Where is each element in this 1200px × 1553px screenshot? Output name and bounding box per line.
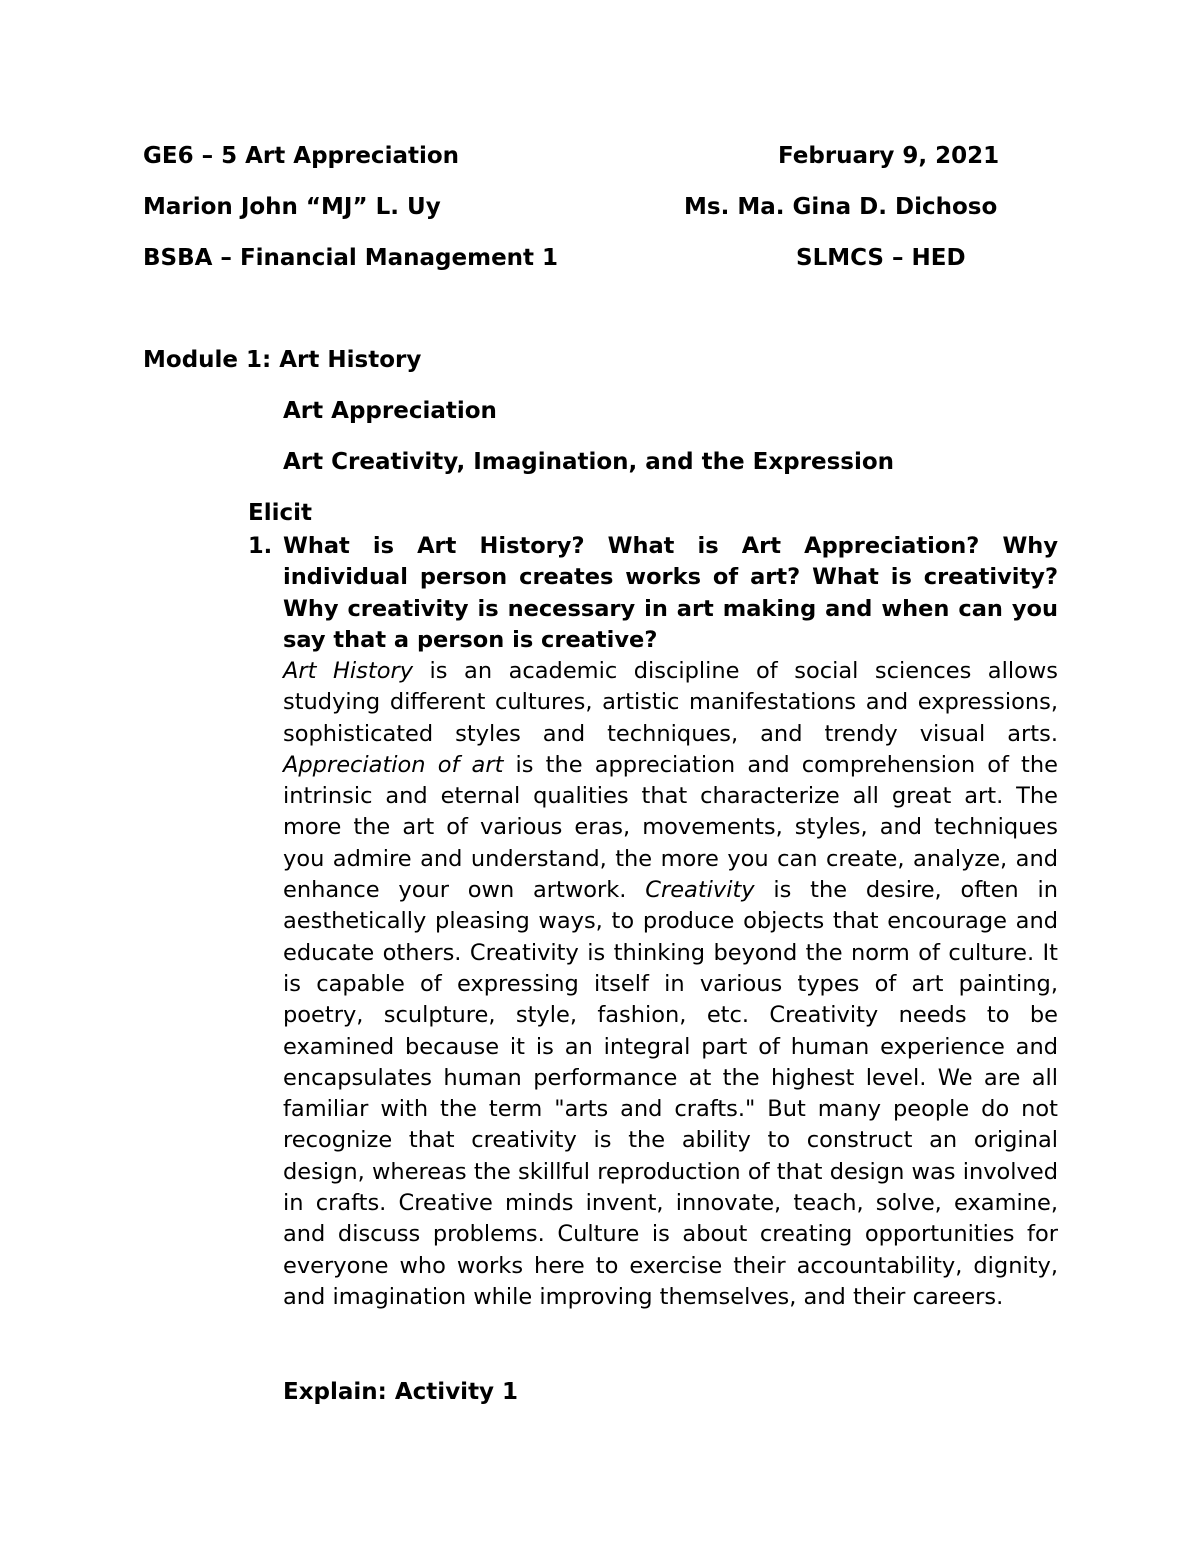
list-item-number: 1. xyxy=(248,533,273,559)
school: SLMCS – HED xyxy=(796,245,966,271)
student-name: Marion John “MJ” L. Uy xyxy=(143,194,441,220)
elicit-answer xyxy=(283,656,1058,1313)
answer-text-1: is an academic discipline of social sciences allows studying different cultures, artistic manifestations and expressions, sophisticated styles and techniques, and trendy visual arts. xyxy=(283,658,1058,747)
elicit-question: What is Art History? What is Art Appreciation? Why individual person creates works of art? What is creativity? Why creativity is necessary in art making and when can you say that a person is creative? xyxy=(283,533,1058,653)
date: February 9, 2021 xyxy=(778,143,1000,169)
answer-text-2: is the appreciation and comprehension of the intrinsic and eternal qualities that characterize all great art. The more the art of various eras, movements, styles, and techniques you admire and understand, the more you can create, analyze, and enhance your own artwork. xyxy=(283,751,1058,904)
term-creativity: Creativity xyxy=(645,877,755,904)
program: BSBA – Financial Management 1 xyxy=(143,245,559,271)
module-subtitle-appreciation: Art Appreciation xyxy=(283,398,497,424)
elicit-heading: Elicit xyxy=(248,500,312,526)
term-appreciation-of-art: Appreciation of art xyxy=(283,751,504,778)
term-art-history: Art History xyxy=(283,658,414,684)
explain-heading: Explain: Activity 1 xyxy=(283,1379,519,1405)
answer-text-3: is the desire, often in aesthetically pleasing ways, to produce objects that encourage and educate others. Creativity is thinking beyond the norm of culture. It is capable of expressing itself in various types of art painting, poetry, sculpture, style, fashion, etc. Creativity needs to be examined because it is an integral part of human experience and encapsulates human performance at the highest level. We are all familiar with the term "arts and crafts." But many people do not recognize that creativity is the ability to construct an original design, whereas the skillful reproduction of that design was involved in crafts. Creative minds invent, innovate, teach, solve, examine, and discuss problems. Culture is about creating opportunities for everyone who works here to exercise their accountability, dignity, and imagination while improving themselves, and their careers. xyxy=(283,877,1058,1310)
instructor-name: Ms. Ma. Gina D. Dichoso xyxy=(684,194,998,220)
module-subtitle-creativity: Art Creativity, Imagination, and the Expression xyxy=(283,449,895,475)
module-title: Module 1: Art History xyxy=(143,347,422,373)
course-title: GE6 – 5 Art Appreciation xyxy=(143,143,460,169)
